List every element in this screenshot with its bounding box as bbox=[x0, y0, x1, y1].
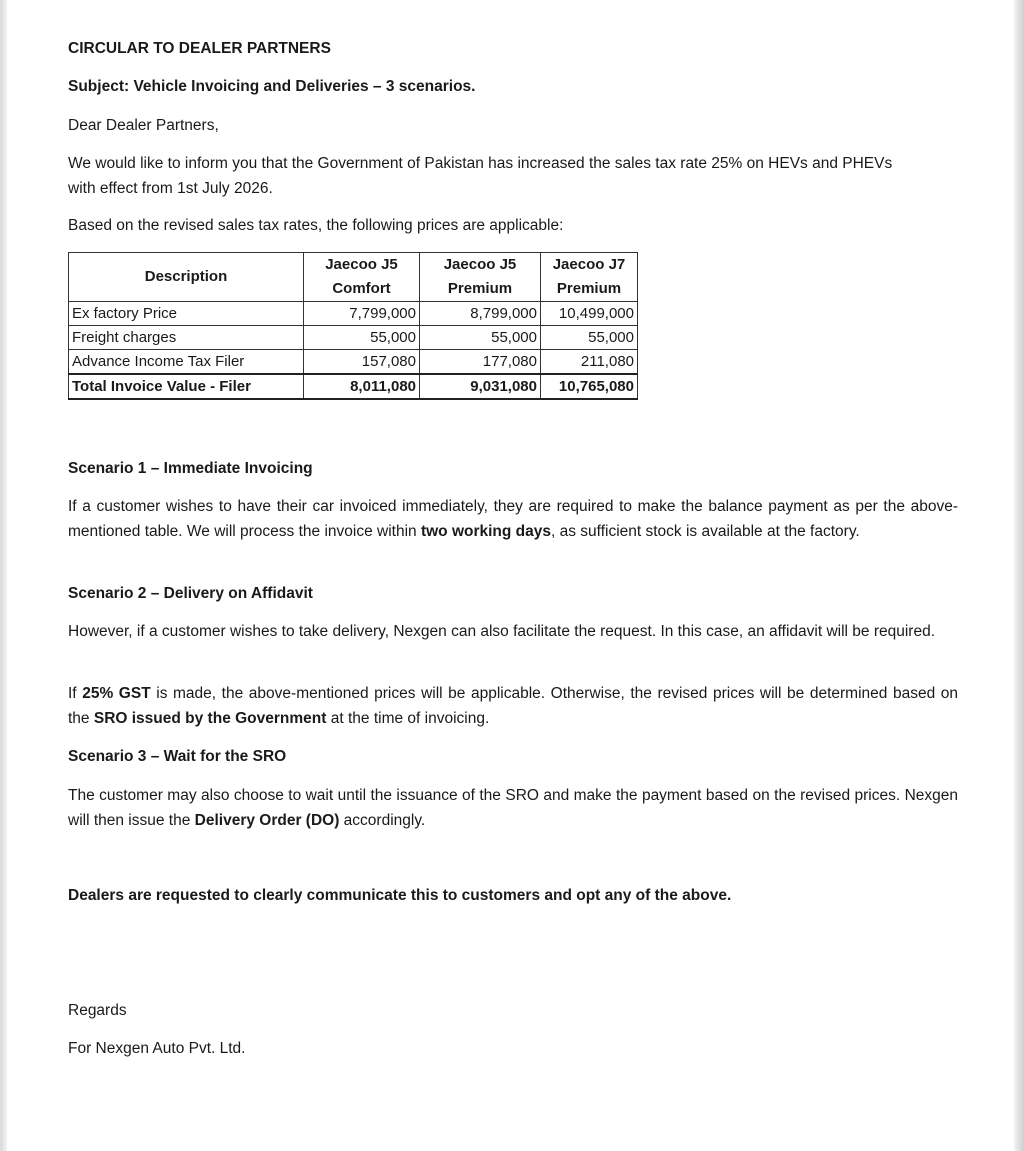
price-table-header bbox=[69, 253, 638, 302]
table-lead-text: Based on the revised sales tax rates, the following prices are applicable: bbox=[68, 217, 564, 234]
row-label: Total Invoice Value - Filer bbox=[69, 374, 304, 399]
scenario-2-sro-highlight: SRO issued by the Government bbox=[93, 710, 327, 727]
header-j7-premium-model: Jaecoo J7 bbox=[552, 256, 626, 273]
regards: Regards bbox=[68, 1002, 127, 1019]
intro-line-1: We would like to inform you that the Government of Pakistan has increased the sales tax rate 25% on HEVs and PHEVs bbox=[68, 155, 893, 172]
scenario-3-text-part-2: accordingly. bbox=[339, 812, 426, 829]
table-row bbox=[69, 302, 638, 326]
scenario-1-title: Scenario 1 – Immediate Invoicing bbox=[68, 460, 313, 477]
subject-line: Subject: Vehicle Invoicing and Deliveries – 3 scenarios. bbox=[68, 78, 476, 95]
header-j5-comfort-model: Jaecoo J5 bbox=[325, 256, 398, 273]
scenario-1-text-part-2: , as sufficient stock is available at the factory. bbox=[551, 523, 860, 540]
cell-j5-premium: 177,080 bbox=[420, 350, 541, 375]
scenario-2-para-2-part-3: at the time of invoicing. bbox=[326, 710, 490, 727]
cell-j7-premium: 55,000 bbox=[541, 326, 638, 350]
cell-j7-premium: 211,080 bbox=[541, 350, 638, 375]
scenario-2-title: Scenario 2 – Delivery on Affidavit bbox=[68, 585, 313, 602]
page-shadow-left bbox=[0, 0, 7, 1151]
cell-j5-comfort: 8,011,080 bbox=[304, 374, 420, 399]
header-j7-premium bbox=[541, 253, 638, 302]
header-j5-premium-variant: Premium bbox=[447, 280, 513, 297]
table-row bbox=[69, 350, 638, 375]
scenario-1-highlight: two working days bbox=[420, 523, 552, 540]
cell-j5-comfort: 55,000 bbox=[304, 326, 420, 350]
scenario-3-text bbox=[68, 783, 958, 833]
header-j5-premium-model: Jaecoo J5 bbox=[443, 256, 517, 273]
scenario-2-gst-highlight: 25% GST bbox=[82, 685, 151, 702]
scenario-3-title: Scenario 3 – Wait for the SRO bbox=[68, 748, 287, 765]
header-j5-premium bbox=[420, 253, 541, 302]
scenario-1-text-part-1: If a customer wishes to have their car invoiced immediately, they are required to make the balance payment as per the above-mentioned table. We will process the invoice within bbox=[68, 498, 958, 540]
row-label: Advance Income Tax Filer bbox=[69, 350, 304, 375]
scenario-3-do-highlight: Delivery Order (DO) bbox=[194, 812, 340, 829]
cell-j5-premium: 55,000 bbox=[420, 326, 541, 350]
intro-line-2: with effect from 1st July 2026. bbox=[68, 180, 273, 197]
table-row-total bbox=[69, 374, 638, 399]
header-j7-premium-variant: Premium bbox=[556, 280, 622, 297]
header-description: Description bbox=[69, 253, 304, 302]
row-label: Freight charges bbox=[69, 326, 304, 350]
price-table bbox=[68, 252, 638, 400]
scenario-1-text bbox=[68, 494, 958, 544]
cell-j5-premium: 8,799,000 bbox=[420, 302, 541, 326]
header-j5-comfort-variant: Comfort bbox=[332, 280, 391, 297]
cell-j5-premium: 9,031,080 bbox=[420, 374, 541, 399]
document-heading: CIRCULAR TO DEALER PARTNERS bbox=[68, 40, 331, 57]
scenario-2-paragraph-2 bbox=[68, 681, 958, 731]
scenario-2-para-2-part-2: is made, the above-mentioned prices will be applicable. Otherwise, the revised prices will be determined based on the bbox=[68, 685, 959, 727]
row-label: Ex factory Price bbox=[69, 302, 304, 326]
signature: For Nexgen Auto Pvt. Ltd. bbox=[68, 1040, 246, 1057]
page-shadow-right bbox=[1014, 0, 1024, 1151]
closing-note: Dealers are requested to clearly communicate this to customers and opt any of the above. bbox=[68, 887, 732, 904]
scenario-3-text-part-1: The customer may also choose to wait until the issuance of the SRO and make the payment based on the revised prices. Nexgen will then issue the bbox=[68, 787, 958, 829]
cell-j5-comfort: 157,080 bbox=[304, 350, 420, 375]
scenario-2-para-2-part-1: If bbox=[68, 685, 83, 702]
salutation: Dear Dealer Partners, bbox=[68, 117, 219, 134]
cell-j5-comfort: 7,799,000 bbox=[304, 302, 420, 326]
cell-j7-premium: 10,765,080 bbox=[541, 374, 638, 399]
scenario-2-paragraph-1: However, if a customer wishes to take delivery, Nexgen can also facilitate the request. In this case, an affidavit will be required. bbox=[68, 623, 936, 640]
table-row bbox=[69, 326, 638, 350]
cell-j7-premium: 10,499,000 bbox=[541, 302, 638, 326]
header-j5-comfort bbox=[304, 253, 420, 302]
